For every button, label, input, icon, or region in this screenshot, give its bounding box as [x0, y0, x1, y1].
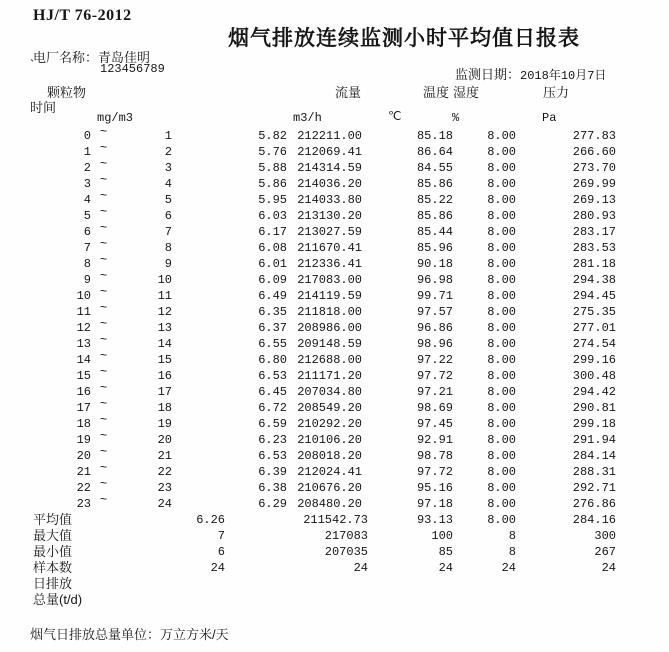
- summary-row-label: 日排放: [33, 576, 73, 591]
- flow-value: 214033.80: [297, 193, 362, 207]
- plant-code: 123456789: [100, 62, 165, 76]
- flow-value: 210676.20: [297, 481, 362, 495]
- unit-pressure: Pa: [542, 111, 557, 125]
- temp-value: 85.18: [416, 129, 453, 143]
- humidity-value: 8.00: [487, 177, 516, 191]
- pressure-value: 284.14: [572, 449, 616, 463]
- unit-flow: m3/h: [293, 111, 322, 125]
- range-tilde-icon: ~: [100, 445, 108, 459]
- summary-pm-value: [103, 576, 225, 592]
- temp-value: 99.71: [416, 289, 453, 303]
- flow-value: 212211.00: [297, 129, 362, 143]
- temp-value: 90.18: [416, 257, 453, 271]
- summary-flow-value: [225, 576, 368, 592]
- summary-pm-value: [103, 592, 225, 608]
- temp-value: 84.55: [416, 161, 453, 175]
- hour-start-value: 1: [83, 145, 91, 159]
- flow-value: 208480.20: [297, 497, 362, 511]
- flow-value: 207034.80: [297, 385, 362, 399]
- pressure-value: 269.99: [572, 177, 616, 191]
- summary-humidity-value: [453, 592, 516, 608]
- column-header-humidity: 湿度: [453, 85, 480, 100]
- humidity-value: 8.00: [487, 161, 516, 175]
- hour-start-value: 9: [83, 273, 91, 287]
- pressure-value: 283.53: [572, 241, 616, 255]
- summary-row-label: 样本数: [33, 560, 73, 575]
- temp-value: 92.91: [416, 433, 453, 447]
- humidity-value: 8.00: [487, 225, 516, 239]
- temp-value: 97.72: [416, 369, 453, 383]
- pm-value: 6.39: [258, 465, 287, 479]
- pressure-value: 290.81: [572, 401, 616, 415]
- range-tilde-icon: ~: [100, 477, 108, 491]
- summary-row: [0, 512, 669, 528]
- flow-value: 212688.00: [297, 353, 362, 367]
- humidity-value: 8.00: [487, 433, 516, 447]
- hour-start-value: 6: [83, 225, 91, 239]
- range-tilde-icon: ~: [100, 237, 108, 251]
- pm-value: 6.53: [258, 369, 287, 383]
- flow-value: 212024.41: [297, 465, 362, 479]
- hour-end-value: 23: [157, 481, 172, 495]
- pressure-value: 300.48: [572, 369, 616, 383]
- hour-end-value: 6: [164, 209, 172, 223]
- pressure-value: 294.42: [572, 385, 616, 399]
- temp-value: 97.45: [416, 417, 453, 431]
- humidity-value: 8.00: [487, 417, 516, 431]
- humidity-value: 8.00: [487, 465, 516, 479]
- range-tilde-icon: ~: [100, 493, 108, 507]
- flow-value: 208549.20: [297, 401, 362, 415]
- humidity-value: 8.00: [487, 449, 516, 463]
- range-tilde-icon: ~: [100, 413, 108, 427]
- summary-temp-value: 100: [431, 529, 453, 543]
- summary-pressure-value: 284.16: [572, 513, 616, 527]
- pm-value: 6.55: [258, 337, 287, 351]
- temp-value: 85.96: [416, 241, 453, 255]
- summary-pressure-value: 300: [594, 529, 616, 543]
- summary-table-body: [0, 512, 669, 608]
- range-tilde-icon: ~: [100, 189, 108, 203]
- hour-end-value: 20: [157, 433, 172, 447]
- temp-value: 97.22: [416, 353, 453, 367]
- hour-start-value: 3: [83, 177, 91, 191]
- temp-value: 97.72: [416, 465, 453, 479]
- humidity-value: 8.00: [487, 193, 516, 207]
- hour-end-value: 22: [157, 465, 172, 479]
- range-tilde-icon: ~: [100, 205, 108, 219]
- temp-value: 85.22: [416, 193, 453, 207]
- hour-end-value: 7: [164, 225, 172, 239]
- flow-value: 208986.00: [297, 321, 362, 335]
- temp-value: 97.18: [416, 497, 453, 511]
- humidity-value: 8.00: [487, 241, 516, 255]
- pm-value: 6.72: [258, 401, 287, 415]
- pm-value: 6.59: [258, 417, 287, 431]
- summary-flow-value: 217083: [324, 529, 368, 543]
- humidity-value: 8.00: [487, 369, 516, 383]
- summary-humidity-value: [453, 576, 516, 592]
- hour-end-value: 16: [157, 369, 172, 383]
- pressure-value: 269.13: [572, 193, 616, 207]
- summary-pm-value: 6.26: [196, 513, 225, 527]
- pressure-value: 294.38: [572, 273, 616, 287]
- humidity-value: 8.00: [487, 289, 516, 303]
- summary-row-label: 最小值: [33, 544, 73, 559]
- monitor-date-label: 监测日期：: [455, 67, 521, 82]
- summary-pressure-value: 24: [601, 561, 616, 575]
- flow-value: 211670.41: [297, 241, 362, 255]
- humidity-value: 8.00: [487, 257, 516, 271]
- summary-temp-value: 85: [438, 545, 453, 559]
- summary-flow-value: 211542.73: [303, 513, 368, 527]
- hour-end-value: 21: [157, 449, 172, 463]
- summary-row-label: 总量(t/d): [33, 592, 83, 607]
- hour-end-value: 15: [157, 353, 172, 367]
- range-tilde-icon: ~: [100, 301, 108, 315]
- plant-name-label: 电厂名称：: [33, 50, 99, 65]
- hour-start-value: 18: [76, 417, 91, 431]
- pressure-value: 275.35: [572, 305, 616, 319]
- pm-value: 6.53: [258, 449, 287, 463]
- range-tilde-icon: ~: [100, 333, 108, 347]
- humidity-value: 8.00: [487, 145, 516, 159]
- hour-row: [0, 493, 669, 512]
- hour-start-value: 0: [83, 129, 91, 143]
- humidity-value: 8.00: [487, 209, 516, 223]
- summary-temp-value: 24: [438, 561, 453, 575]
- humidity-value: 8.00: [487, 353, 516, 367]
- temp-value: 97.57: [416, 305, 453, 319]
- pressure-value: 292.71: [572, 481, 616, 495]
- summary-pm-value: 7: [217, 529, 225, 543]
- range-tilde-icon: ~: [100, 381, 108, 395]
- pressure-value: 291.94: [572, 433, 616, 447]
- flow-value: 208018.20: [297, 449, 362, 463]
- hour-start-value: 2: [83, 161, 91, 175]
- summary-row: [0, 544, 669, 560]
- summary-pressure-value: 267: [594, 545, 616, 559]
- pm-value: 6.08: [258, 241, 287, 255]
- hour-end-value: 13: [157, 321, 172, 335]
- summary-humidity-value: 24: [501, 561, 516, 575]
- humidity-value: 8.00: [487, 273, 516, 287]
- temp-value: 95.16: [416, 481, 453, 495]
- summary-pressure-value: [516, 576, 616, 592]
- standard-code: HJ/T 76-2012: [33, 7, 132, 24]
- flow-value: 213027.59: [297, 225, 362, 239]
- pressure-value: 283.17: [572, 225, 616, 239]
- range-tilde-icon: ~: [100, 461, 108, 475]
- humidity-value: 8.00: [487, 385, 516, 399]
- temp-value: 98.69: [416, 401, 453, 415]
- pm-value: 6.35: [258, 305, 287, 319]
- pm-value: 6.80: [258, 353, 287, 367]
- plant-tick-mark: `: [30, 57, 35, 72]
- flow-value: 217083.00: [297, 273, 362, 287]
- pressure-value: 294.45: [572, 289, 616, 303]
- report-title: 烟气排放连续监测小时平均值日报表: [228, 27, 580, 50]
- pm-value: 5.76: [258, 145, 287, 159]
- hour-start-value: 16: [76, 385, 91, 399]
- temp-value: 85.86: [416, 177, 453, 191]
- hour-start-value: 22: [76, 481, 91, 495]
- range-tilde-icon: ~: [100, 349, 108, 363]
- hour-end-value: 12: [157, 305, 172, 319]
- plant-name-value: 青岛佳明: [98, 50, 151, 65]
- summary-humidity-value: 8: [508, 529, 516, 543]
- range-tilde-icon: ~: [100, 157, 108, 171]
- hour-start-value: 14: [76, 353, 91, 367]
- flow-value: 214036.20: [297, 177, 362, 191]
- pm-value: 6.03: [258, 209, 287, 223]
- flow-value: 210106.20: [297, 433, 362, 447]
- hour-end-value: 10: [157, 273, 172, 287]
- pm-value: 6.38: [258, 481, 287, 495]
- range-tilde-icon: ~: [100, 125, 108, 139]
- range-tilde-icon: ~: [100, 253, 108, 267]
- hour-end-value: 17: [157, 385, 172, 399]
- range-tilde-icon: ~: [100, 317, 108, 331]
- summary-flow-value: 24: [353, 561, 368, 575]
- hour-end-value: 11: [157, 289, 172, 303]
- pm-value: 6.09: [258, 273, 287, 287]
- summary-row-label: 平均值: [33, 512, 73, 527]
- hour-start-value: 19: [76, 433, 91, 447]
- monitor-date-value: 2018年10月7日: [520, 69, 607, 83]
- pm-value: 6.01: [258, 257, 287, 271]
- humidity-value: 8.00: [487, 321, 516, 335]
- range-tilde-icon: ~: [100, 285, 108, 299]
- summary-row: [0, 576, 669, 592]
- humidity-value: 8.00: [487, 401, 516, 415]
- pressure-value: 273.70: [572, 161, 616, 175]
- pressure-value: 274.54: [572, 337, 616, 351]
- summary-pressure-value: [516, 592, 616, 608]
- range-tilde-icon: ~: [100, 269, 108, 283]
- hour-end-value: 8: [164, 241, 172, 255]
- summary-temp-value: [368, 592, 453, 608]
- monitor-date-line: [455, 64, 606, 83]
- temp-value: 86.64: [416, 145, 453, 159]
- range-tilde-icon: ~: [100, 221, 108, 235]
- pm-value: 5.95: [258, 193, 287, 207]
- hour-end-value: 9: [164, 257, 172, 271]
- pressure-value: 277.83: [572, 129, 616, 143]
- hour-start-value: 20: [76, 449, 91, 463]
- summary-humidity-value: 8.00: [487, 513, 516, 527]
- column-header-temp: 温度: [423, 85, 450, 100]
- pm-value: 5.86: [258, 177, 287, 191]
- summary-pm-value: 6: [217, 545, 225, 559]
- unit-temp: ℃: [388, 110, 402, 124]
- footer-note: 烟气日排放总量单位：万立方米/天: [30, 627, 229, 642]
- hour-end-value: 5: [164, 193, 172, 207]
- range-tilde-icon: ~: [100, 173, 108, 187]
- pressure-value: 299.16: [572, 353, 616, 367]
- hour-start-value: 13: [76, 337, 91, 351]
- pm-value: 6.17: [258, 225, 287, 239]
- pressure-value: 280.93: [572, 209, 616, 223]
- summary-flow-value: 207035: [324, 545, 368, 559]
- pressure-value: 281.18: [572, 257, 616, 271]
- summary-temp-value: 93.13: [416, 513, 453, 527]
- flow-value: 214314.59: [297, 161, 362, 175]
- flow-value: 211171.20: [297, 369, 362, 383]
- hour-start-value: 7: [83, 241, 91, 255]
- hour-end-value: 2: [164, 145, 172, 159]
- hourly-table-body: [0, 125, 669, 512]
- column-header-time: 时间: [30, 100, 57, 115]
- summary-temp-value: [368, 576, 453, 592]
- pm-value: 5.82: [258, 129, 287, 143]
- temp-value: 96.86: [416, 321, 453, 335]
- hour-start-value: 12: [76, 321, 91, 335]
- summary-row: [0, 592, 669, 608]
- pm-value: 6.45: [258, 385, 287, 399]
- temp-value: 85.44: [416, 225, 453, 239]
- temp-value: 97.21: [416, 385, 453, 399]
- range-tilde-icon: ~: [100, 141, 108, 155]
- unit-humidity: %: [452, 111, 460, 125]
- pressure-value: 299.18: [572, 417, 616, 431]
- hour-end-value: 18: [157, 401, 172, 415]
- flow-value: 214119.59: [297, 289, 362, 303]
- humidity-value: 8.00: [487, 497, 516, 511]
- summary-pm-value: 24: [210, 561, 225, 575]
- hour-start-value: 5: [83, 209, 91, 223]
- hour-start-value: 21: [76, 465, 91, 479]
- summary-row: [0, 560, 669, 576]
- pm-value: 6.29: [258, 497, 287, 511]
- pressure-value: 277.01: [572, 321, 616, 335]
- hour-end-value: 14: [157, 337, 172, 351]
- humidity-value: 8.00: [487, 305, 516, 319]
- hour-start-value: 8: [83, 257, 91, 271]
- hour-start-value: 10: [76, 289, 91, 303]
- hour-end-value: 1: [164, 129, 172, 143]
- summary-row: [0, 528, 669, 544]
- flow-value: 209148.59: [297, 337, 362, 351]
- flow-value: 210292.20: [297, 417, 362, 431]
- pressure-value: 266.60: [572, 145, 616, 159]
- summary-humidity-value: 8: [508, 545, 516, 559]
- hour-start-value: 4: [83, 193, 91, 207]
- pm-value: 6.23: [258, 433, 287, 447]
- hour-start-value: 11: [76, 305, 91, 319]
- flow-value: 212336.41: [297, 257, 362, 271]
- range-tilde-icon: ~: [100, 365, 108, 379]
- flow-value: 213130.20: [297, 209, 362, 223]
- pressure-value: 288.31: [572, 465, 616, 479]
- pm-value: 6.37: [258, 321, 287, 335]
- range-tilde-icon: ~: [100, 429, 108, 443]
- hour-end-value: 3: [164, 161, 172, 175]
- unit-pm: mg/m3: [97, 111, 134, 125]
- hour-start-value: 23: [76, 497, 91, 511]
- hour-end-value: 4: [164, 177, 172, 191]
- hour-start-value: 17: [76, 401, 91, 415]
- column-header-flow: 流量: [335, 85, 362, 100]
- column-header-pressure: 压力: [543, 85, 570, 100]
- temp-value: 85.86: [416, 209, 453, 223]
- temp-value: 96.98: [416, 273, 453, 287]
- pm-value: 5.88: [258, 161, 287, 175]
- range-tilde-icon: ~: [100, 397, 108, 411]
- column-header-pm: 颗粒物: [47, 85, 87, 100]
- pressure-value: 276.86: [572, 497, 616, 511]
- humidity-value: 8.00: [487, 337, 516, 351]
- hour-end-value: 24: [157, 497, 172, 511]
- flow-value: 212069.41: [297, 145, 362, 159]
- flow-value: 211818.00: [297, 305, 362, 319]
- hour-end-value: 19: [157, 417, 172, 431]
- temp-value: 98.96: [416, 337, 453, 351]
- humidity-value: 8.00: [487, 481, 516, 495]
- summary-row-label: 最大值: [33, 528, 73, 543]
- humidity-value: 8.00: [487, 129, 516, 143]
- pm-value: 6.49: [258, 289, 287, 303]
- hour-start-value: 15: [76, 369, 91, 383]
- temp-value: 98.78: [416, 449, 453, 463]
- summary-flow-value: [225, 592, 368, 608]
